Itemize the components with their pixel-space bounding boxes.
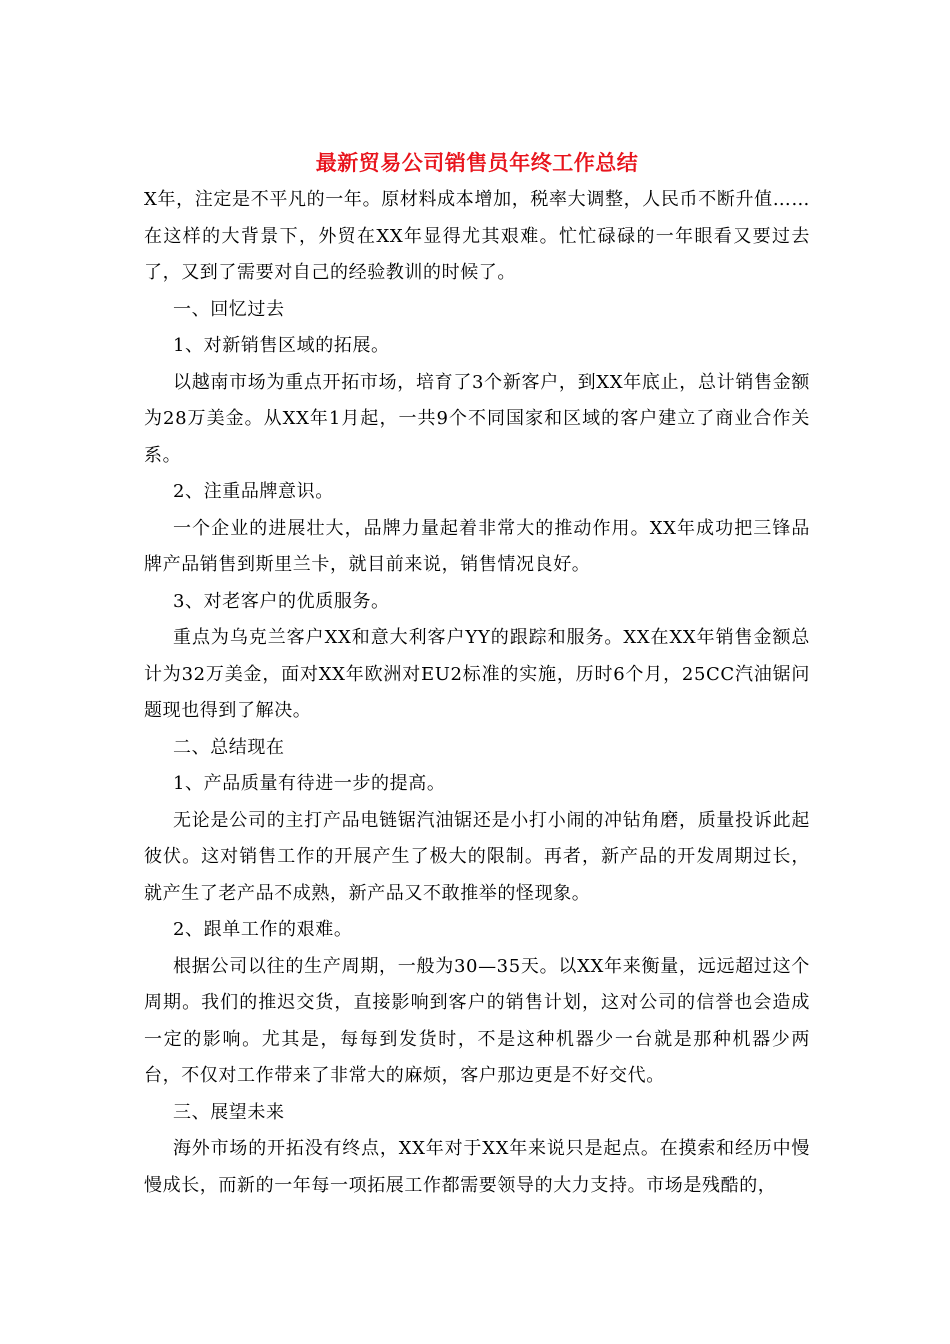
- paragraph-intro: X年，注定是不平凡的一年。原材料成本增加，税率大调整，人民币不断升值……在这样的大背景下，外贸在XX年显得尤其艰难。忙忙碌碌的一年眼看又要过去了，又到了需要对自己的经验教训的时候了。: [144, 189, 810, 283]
- section-heading-summary-present: 二、总结现在: [173, 736, 285, 758]
- paragraph-old-customers: 重点为乌克兰客户XX和意大利客户YY的跟踪和服务。XX在XX年销售金额总计为32万美金，面对XX年欧洲对EU2标准的实施，历时6个月，25CC汽油锯问题现也得到了解决。: [144, 627, 810, 721]
- subheading-product-quality: 1、产品质量有待进一步的提高。: [173, 773, 446, 794]
- section-heading-future-outlook: 三、展望未来: [173, 1101, 285, 1123]
- section-heading-review-past: 一、回忆过去: [173, 298, 285, 320]
- subheading-new-regions: 1、对新销售区域的拓展。: [173, 335, 390, 356]
- subheading-order-follow-up: 2、跟单工作的艰难。: [173, 919, 353, 940]
- paragraph-brand-awareness: 一个企业的进展壮大，品牌力量起着非常大的推动作用。XX年成功把三锋品牌产品销售到斯里兰卡，就目前来说，销售情况良好。: [144, 517, 810, 575]
- paragraph-product-quality: 无论是公司的主打产品电链锯汽油锯还是小打小闹的冲钻角磨，质量投诉此起彼伏。这对销售工作的开展产生了极大的限制。再者，新产品的开发周期过长，就产生了老产品不成熟，新产品又不敢推举的怪现象。: [144, 809, 810, 904]
- paragraph-new-regions: 以越南市场为重点开拓市场，培育了3个新客户，到XX年底止，总计销售金额为28万美金。从XX年1月起，一共9个不同国家和区域的客户建立了商业合作关系。: [144, 371, 810, 466]
- document-title: 最新贸易公司销售员年终工作总结: [315, 151, 639, 175]
- document-page: [144, 148, 810, 1204]
- subheading-brand-awareness: 2、注重品牌意识。: [173, 481, 334, 502]
- subheading-old-customers: 3、对老客户的优质服务。: [173, 590, 390, 612]
- paragraph-future-outlook: 海外市场的开拓没有终点，XX年对于XX年来说只是起点。在摸索和经历中慢慢成长，而新的一年每一项拓展工作都需要领导的大力支持。市场是残酷的，: [144, 1138, 810, 1196]
- paragraph-order-follow-up: 根据公司以往的生产周期，一般为30—35天。以XX年来衡量，远远超过这个周期。我们的推迟交货，直接影响到客户的销售计划，这对公司的信誉也会造成一定的影响。尤其是，每每到发货时，不是这种机器少一台就是那种机器少两台，不仅对工作带来了非常大的麻烦，客户那边更是不好交代。: [144, 955, 810, 1086]
